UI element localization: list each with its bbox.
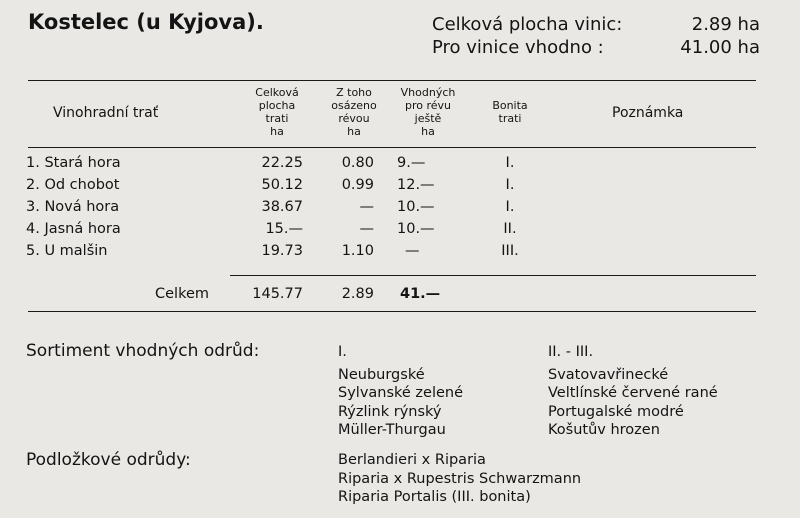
header-line: Celková (255, 86, 299, 99)
total-rule (230, 275, 756, 276)
table-top-rule (28, 80, 756, 81)
header-line: Bonita (492, 99, 528, 112)
total-suitable: 41.— (400, 286, 441, 302)
row-suitable: 10.— (397, 221, 435, 237)
sortiment-label: Sortiment vhodných odrůd: (26, 341, 260, 361)
summary-value: 2.89 ha (691, 14, 760, 35)
page-title: Kostelec (u Kyjova). (28, 10, 264, 34)
row-bonita: III. (501, 243, 519, 259)
header-line: trati (498, 112, 522, 125)
table-bottom-rule (28, 311, 756, 312)
list-item: Riparia Portalis (III. bonita) (338, 489, 531, 505)
list-item: Sylvanské zelené (338, 385, 464, 401)
header-line: ha (270, 125, 284, 138)
list-item: Veltlínské červené rané (548, 385, 718, 401)
group-heading: II. - III. (548, 344, 594, 360)
row-suitable: 12.— (397, 177, 435, 193)
header-line: Z toho (336, 86, 372, 99)
group-heading: I. (338, 344, 347, 360)
sortiment-group-2 (548, 343, 718, 440)
list-item: Košutův hrozen (548, 422, 660, 438)
row-suitable: 10.— (397, 199, 435, 215)
list-item: Müller-Thurgau (338, 422, 446, 438)
header-line: trati (265, 112, 289, 125)
row-total-area: 15.— (265, 221, 303, 237)
header-vineyard: Vinohradní trať (53, 105, 159, 121)
list-item: Riparia x Rupestris Schwarzmann (338, 470, 582, 487)
header-note: Poznámka (612, 105, 684, 121)
row-bonita: I. (505, 199, 515, 215)
header-line: ha (421, 125, 435, 138)
list-item: Rýzlink rýnský (338, 403, 442, 420)
row-name: 3. Nová hora (26, 199, 120, 215)
row-planted: 0.80 (341, 155, 374, 171)
total-label: Celkem (155, 286, 209, 302)
header-line: ha (347, 125, 361, 138)
list-item: Neuburgské (338, 366, 425, 383)
summary-label: Pro vinice vhodno : (432, 37, 604, 58)
list-item: Portugalské modré (548, 403, 684, 420)
summary-total-area (432, 14, 760, 35)
row-name: 1. Stará hora (26, 155, 121, 171)
row-planted: — (359, 199, 374, 215)
row-planted: — (359, 221, 374, 237)
total-area: 145.77 (252, 286, 303, 302)
row-suitable: — (405, 243, 420, 259)
header-line: plocha (258, 99, 296, 112)
row-name: 5. U malšin (26, 243, 108, 259)
row-total-area: 38.67 (261, 199, 303, 215)
row-bonita: I. (505, 155, 515, 171)
total-planted: 2.89 (341, 286, 374, 302)
row-name: 2. Od chobot (26, 177, 120, 193)
row-suitable: 9.— (397, 155, 426, 171)
table-header-rule (28, 147, 756, 148)
summary-value: 41.00 ha (680, 37, 760, 58)
header-line: Vhodných (400, 86, 456, 99)
header-suitable (393, 86, 463, 138)
sortiment-group-1 (338, 343, 463, 440)
row-total-area: 19.73 (261, 243, 303, 259)
list-item: Berlandieri x Riparia (338, 452, 486, 468)
row-planted: 0.99 (341, 177, 374, 193)
summary-label: Celková plocha vinic: (432, 14, 623, 35)
list-item: Svatovavřinecké (548, 366, 669, 383)
rootstock-label: Podložkové odrůdy: (26, 450, 191, 470)
header-line: ještě (414, 112, 442, 125)
row-name: 4. Jasná hora (26, 221, 121, 237)
header-line: osázeno (331, 99, 377, 112)
row-bonita: I. (505, 177, 515, 193)
header-line: révou (338, 112, 370, 125)
row-bonita: II. (503, 221, 517, 237)
row-total-area: 50.12 (261, 177, 303, 193)
rootstock-list (338, 451, 581, 507)
header-line: pro révu (404, 99, 452, 112)
summary-suitable-area (432, 37, 760, 58)
header-planted (323, 86, 385, 138)
row-total-area: 22.25 (261, 155, 303, 171)
row-planted: 1.10 (341, 243, 374, 259)
header-total-area (246, 86, 308, 138)
header-bonita (480, 99, 540, 125)
